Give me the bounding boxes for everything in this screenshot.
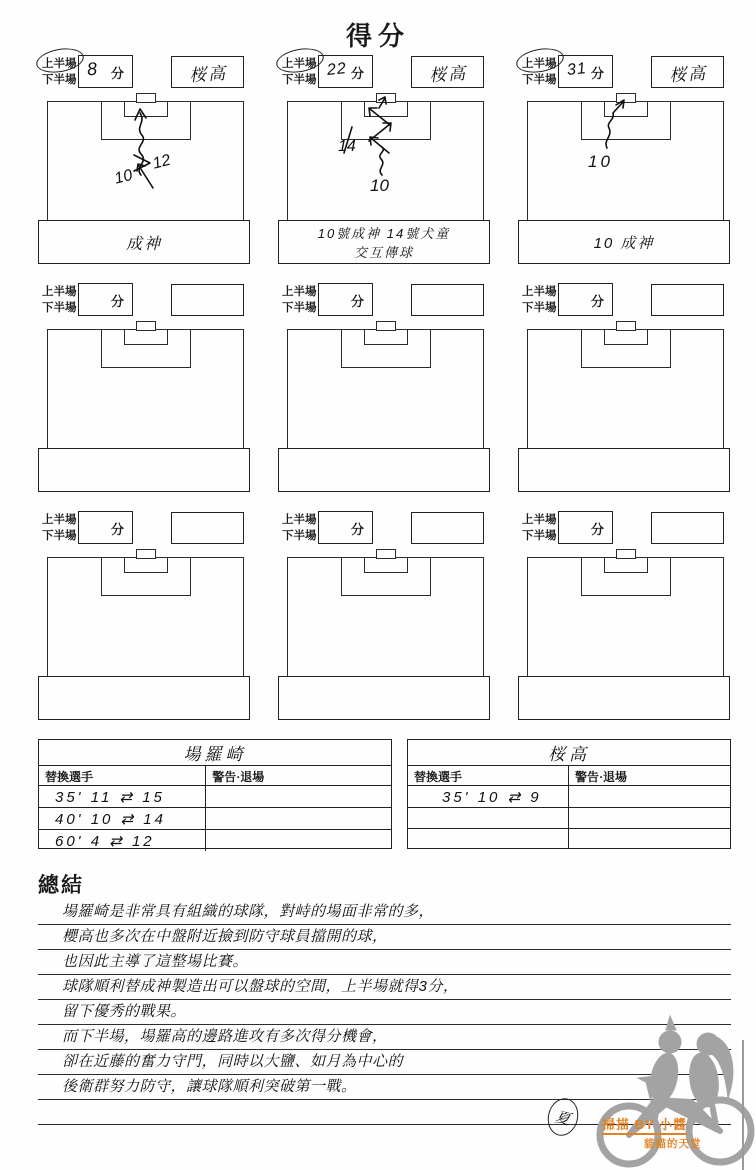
summary-line: 場羅崎是非常具有組織的球隊，對峙的場面非常的多， [38, 900, 731, 925]
goal-inner-box [604, 557, 648, 573]
score-unit: 分 [350, 66, 364, 81]
second-half-label: 下半場 [42, 530, 77, 542]
goal-note: 10號成神 14號犬童 [317, 226, 451, 241]
substitution-entry [414, 831, 424, 848]
score-box [78, 55, 133, 88]
score-unit: 分 [590, 294, 604, 309]
goal-note-box [278, 676, 490, 720]
scorecard-cell [38, 283, 250, 492]
team-name: 桜高 [188, 63, 228, 85]
table-row [39, 786, 391, 808]
table-row [408, 808, 730, 829]
goal-note-box [278, 220, 490, 264]
first-half-label: 上半場 [522, 58, 557, 70]
score-unit: 分 [350, 522, 364, 537]
team-box [651, 284, 724, 316]
goal-note-box [518, 676, 730, 720]
goal-diagram [527, 329, 724, 449]
first-half-label: 上半場 [282, 514, 317, 526]
table-row [408, 829, 730, 849]
scorecard-cell [518, 283, 730, 492]
goal-diagram [47, 557, 244, 677]
player-number: 12 [151, 151, 173, 173]
summary-line: 卻在近藤的奮力守門，同時以大鹽、如月為中心的 [38, 1050, 731, 1075]
summary-line: 後衛群努力防守，讓球隊順利突破第一戰。 [38, 1075, 731, 1100]
player-number: 10 [588, 152, 613, 171]
watermark [596, 1012, 756, 1170]
substitution-entry: 35' 10 ⇄ 9 [442, 789, 542, 806]
table-team-name: 場羅崎 [39, 740, 391, 766]
summary-line: 球隊順利替成神製造出可以盤球的空間，上半場就得3分， [38, 975, 731, 1000]
goal-inner-box [604, 101, 648, 117]
score-unit: 分 [110, 294, 124, 309]
watermark-site: 貓貓的天堂 [644, 1138, 702, 1150]
second-half-label: 下半場 [42, 302, 77, 314]
goal-inner-box [364, 101, 408, 117]
goal-inner-box [364, 329, 408, 345]
caution-entry [206, 830, 391, 851]
goal-diagram [287, 557, 484, 677]
team-box [171, 284, 244, 316]
score-value: 22 [326, 60, 348, 79]
score-unit: 分 [590, 522, 604, 537]
goal-note: 10 成神 [593, 234, 655, 252]
handwritten-stamp-natsu: 夏 [544, 1095, 582, 1139]
goal-note-box [38, 220, 250, 264]
scorecard-cell [518, 55, 730, 264]
goal-note-box [278, 448, 490, 492]
goal-note: 成神 [125, 235, 162, 253]
goal-diagram [47, 329, 244, 449]
goal-diagram [527, 101, 724, 221]
second-half-label: 下半場 [282, 302, 317, 314]
scorecard-cell [278, 511, 490, 720]
goal-inner-box [124, 101, 168, 117]
score-box [318, 283, 373, 316]
score-box [318, 511, 373, 544]
goal-inner-box [124, 557, 168, 573]
score-value: 31 [566, 60, 588, 79]
first-half-label: 上半場 [522, 514, 557, 526]
goal-diagram [47, 101, 244, 221]
first-half-label: 上半場 [42, 58, 77, 70]
second-half-label: 下半場 [522, 302, 557, 314]
score-unit: 分 [110, 66, 124, 81]
team-box [651, 56, 724, 88]
score-box [558, 283, 613, 316]
score-unit: 分 [110, 522, 124, 537]
caution-entry [206, 808, 391, 829]
scorecard-cell [278, 55, 490, 264]
caution-entry [206, 786, 391, 807]
table-row [408, 786, 730, 808]
score-box [558, 511, 613, 544]
goal-note-box [518, 448, 730, 492]
substitutes-header: 替換選手 [39, 766, 206, 785]
substitution-entry: 35' 11 ⇄ 15 [55, 789, 165, 806]
first-half-label: 上半場 [42, 514, 77, 526]
second-half-label: 下半場 [282, 74, 317, 86]
goal-diagram [287, 101, 484, 221]
goal-note-2: 交互傳球 [353, 245, 414, 260]
scorecard-cell [38, 511, 250, 720]
summary-line: 櫻高也多次在中盤附近撿到防守球員擋開的球， [38, 925, 731, 950]
team-box [651, 512, 724, 544]
summary-heading: 總結 [38, 873, 84, 897]
scorecard-cell [38, 55, 250, 264]
goal-inner-box [364, 557, 408, 573]
first-half-label: 上半場 [282, 286, 317, 298]
team-box [411, 284, 484, 316]
scorecard-cell [278, 283, 490, 492]
goal-note-box [38, 676, 250, 720]
team-name: 桜高 [668, 63, 708, 85]
goal-diagram [527, 557, 724, 677]
substitution-entry: 60' 4 ⇄ 12 [55, 833, 155, 850]
summary-line: 留下優秀的戰果。 [38, 1000, 731, 1025]
caution-entry [569, 808, 730, 828]
substitutes-header: 替換選手 [408, 766, 569, 785]
first-half-label: 上半場 [522, 286, 557, 298]
team-box [171, 56, 244, 88]
goal-note-box [518, 220, 730, 264]
first-half-label: 上半場 [282, 58, 317, 70]
caution-entry [569, 786, 730, 807]
goal-inner-box [604, 329, 648, 345]
score-box [78, 511, 133, 544]
second-half-label: 下半場 [42, 74, 77, 86]
score-box [318, 55, 373, 88]
goal-inner-box [124, 329, 168, 345]
second-half-label: 下半場 [522, 74, 557, 86]
score-box [558, 55, 613, 88]
score-unit: 分 [350, 294, 364, 309]
score-value: 8 [85, 58, 99, 80]
second-half-label: 下半場 [522, 530, 557, 542]
summary-line: 而下半場，場羅高的邊路進攻有多次得分機會， [38, 1025, 731, 1050]
team-box [411, 512, 484, 544]
watermark-credit: 掃描 BY 小醬 [602, 1114, 687, 1135]
goal-note-box [38, 448, 250, 492]
second-half-label: 下半場 [282, 530, 317, 542]
substitution-entry: 40' 10 ⇄ 14 [55, 811, 166, 828]
page-title: 得分 [345, 22, 410, 51]
substitution-table-sakurako [407, 739, 731, 849]
player-number: 10 [112, 166, 135, 188]
table-row [39, 830, 391, 851]
summary-line: 也因此主導了這整場比賽。 [38, 950, 731, 975]
table-team-name: 桜高 [408, 740, 730, 766]
cautions-header: 警告·退場 [575, 770, 628, 784]
cautions-header: 警告·退場 [212, 770, 265, 784]
caution-entry [569, 829, 730, 849]
substitution-entry [414, 810, 424, 827]
team-box [411, 56, 484, 88]
player-number: 10 [370, 176, 389, 195]
player-number: 14 [338, 138, 356, 155]
page-edge-line [742, 1040, 744, 1170]
table-row [39, 808, 391, 830]
scorecard-cell [518, 511, 730, 720]
goal-diagram [287, 329, 484, 449]
team-box [171, 512, 244, 544]
substitution-table-barosaki [38, 739, 392, 849]
team-name: 桜高 [428, 63, 468, 85]
score-unit: 分 [590, 66, 604, 81]
first-half-label: 上半場 [42, 286, 77, 298]
score-box [78, 283, 133, 316]
